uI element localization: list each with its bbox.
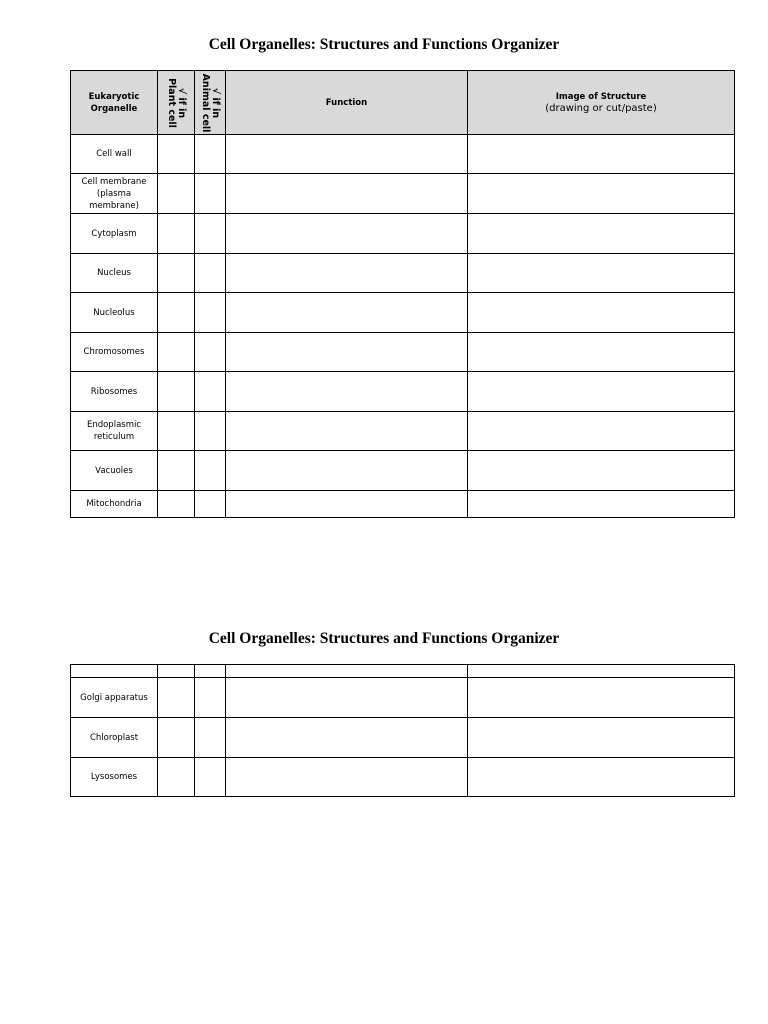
image-cell[interactable] [468,174,735,214]
table-row [71,412,735,451]
function-cell[interactable] [226,491,468,518]
organelle-name: Chloroplast [71,718,158,758]
plant-check-cell[interactable] [158,333,195,372]
animal-check-cell[interactable] [195,678,226,718]
function-cell[interactable] [226,758,468,797]
image-cell[interactable] [468,333,735,372]
plant-check-cell[interactable] [158,412,195,451]
image-cell[interactable] [468,491,735,518]
blank-cell [195,665,226,678]
function-cell[interactable] [226,174,468,214]
table-row [71,758,735,797]
table-row [71,451,735,491]
organelle-name: Golgi apparatus [71,678,158,718]
header-animal-cell: √ if in Animal cell [195,71,226,135]
animal-check-cell[interactable] [195,293,226,333]
animal-check-cell[interactable] [195,451,226,491]
header-organelle: Eukaryotic Organelle [71,71,158,135]
plant-check-cell[interactable] [158,491,195,518]
animal-check-cell[interactable] [195,254,226,293]
function-cell[interactable] [226,372,468,412]
organelle-name: Ribosomes [71,372,158,412]
organelle-name: Cell membrane (plasma membrane) [71,174,158,214]
plant-check-cell[interactable] [158,372,195,412]
table-header-row-blank [71,665,735,678]
animal-check-cell[interactable] [195,412,226,451]
function-cell[interactable] [226,254,468,293]
organelle-table-continued [70,664,735,797]
animal-check-cell[interactable] [195,174,226,214]
animal-check-cell[interactable] [195,491,226,518]
organelle-name: Nucleolus [71,293,158,333]
blank-cell [71,665,158,678]
image-cell[interactable] [468,451,735,491]
plant-check-cell[interactable] [158,293,195,333]
table-row [71,718,735,758]
page-title-2: Cell Organelles: Structures and Functions Organizer [208,630,560,647]
organelle-name: Endoplasmic reticulum [71,412,158,451]
header-image: Image of Structure (drawing or cut/paste) [468,71,735,135]
blank-cell [158,665,195,678]
table-row [71,491,735,518]
plant-check-cell[interactable] [158,174,195,214]
plant-check-cell[interactable] [158,214,195,254]
plant-check-cell[interactable] [158,758,195,797]
organelle-name: Chromosomes [71,333,158,372]
image-cell[interactable] [468,214,735,254]
image-cell[interactable] [468,135,735,174]
image-cell[interactable] [468,758,735,797]
plant-check-cell[interactable] [158,254,195,293]
image-cell[interactable] [468,718,735,758]
animal-check-cell[interactable] [195,758,226,797]
function-cell[interactable] [226,412,468,451]
table-row [71,135,735,174]
animal-check-cell[interactable] [195,333,226,372]
blank-cell [226,665,468,678]
table-row [71,214,735,254]
animal-check-cell[interactable] [195,135,226,174]
table-row [71,254,735,293]
organelle-name: Lysosomes [71,758,158,797]
function-cell[interactable] [226,333,468,372]
header-function: Function [226,71,468,135]
function-cell[interactable] [226,135,468,174]
organelle-table [70,70,735,518]
animal-check-cell[interactable] [195,372,226,412]
animal-check-cell[interactable] [195,214,226,254]
organelle-name: Vacuoles [71,451,158,491]
plant-check-cell[interactable] [158,135,195,174]
function-cell[interactable] [226,678,468,718]
animal-check-cell[interactable] [195,718,226,758]
function-cell[interactable] [226,293,468,333]
function-cell[interactable] [226,718,468,758]
table-row [71,372,735,412]
header-plant-cell: √ if in Plant cell [158,71,195,135]
table-row [71,174,735,214]
table-row [71,333,735,372]
image-cell[interactable] [468,293,735,333]
organelle-name: Cell wall [71,135,158,174]
function-cell[interactable] [226,214,468,254]
function-cell[interactable] [226,451,468,491]
plant-check-cell[interactable] [158,451,195,491]
page-title: Cell Organelles: Structures and Functions Organizer [208,36,560,53]
image-cell[interactable] [468,254,735,293]
table-header-row [71,71,735,135]
organelle-name: Cytoplasm [71,214,158,254]
organelle-name: Mitochondria [71,491,158,518]
blank-cell [468,665,735,678]
plant-check-cell[interactable] [158,678,195,718]
table-row [71,678,735,718]
plant-check-cell[interactable] [158,718,195,758]
table-row [71,293,735,333]
image-cell[interactable] [468,678,735,718]
image-cell[interactable] [468,412,735,451]
image-cell[interactable] [468,372,735,412]
organelle-name: Nucleus [71,254,158,293]
